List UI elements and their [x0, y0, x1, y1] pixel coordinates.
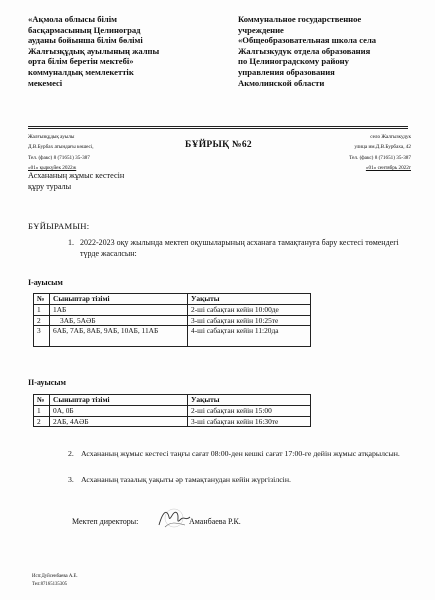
header-divider [28, 126, 408, 127]
order-item-2 [68, 448, 418, 459]
order-item-1 [68, 237, 418, 259]
item-text: Асхананың тазалық уақыты әр тамақтанудан кейін жүргізілсін. [81, 475, 291, 484]
header-right-line: «Общеобразовательная школа села [238, 35, 377, 46]
item-number: 1. [68, 238, 74, 247]
table-cell: 3-ші сабақтан кейін 16:30те [188, 416, 311, 427]
address-russian [349, 132, 411, 174]
table-cell: 2 [34, 416, 50, 427]
table-cell: 1 [34, 305, 50, 316]
header-right-line: Акмолинской области [238, 77, 325, 88]
table-cell: 3 [34, 326, 50, 347]
table-row [34, 406, 311, 417]
table-cell: 1 [34, 406, 50, 417]
header-right-line: учреждение [238, 24, 284, 35]
table-header-row [34, 395, 311, 406]
header-kazakh [28, 14, 213, 88]
table-row [34, 326, 311, 347]
column-header: № [34, 395, 50, 406]
table-cell: 3АБ, 5АӘБ [50, 315, 188, 326]
executor-phone: Тел:87165135305 [32, 581, 67, 587]
header-left-line: ауданы бойынша білім бөлімі [28, 35, 143, 46]
executor-name: Исп:Дуйсенбаева А.Е. [32, 574, 78, 579]
address-line: Жалғызқұдық ауылы [28, 134, 75, 140]
item-number: 2. [68, 449, 74, 458]
subject-line: құру туралы [28, 182, 72, 191]
document-title: БҰЙРЫҚ №62 [185, 140, 252, 150]
address-phone: Тел. (факс) 8 (71651) 35-387 [349, 154, 411, 161]
header-right-line: управления образования [238, 66, 335, 77]
handwritten-signature-icon [155, 505, 193, 531]
subject-line: Асхананың жұмыс кестесін [28, 171, 125, 180]
director-title: Мектеп директоры: [72, 517, 139, 526]
address-phone: Тел. (факс) 8 (71651) 35-387 [28, 154, 90, 161]
shift-2-table [33, 394, 311, 427]
address-line: село Жалгызкудук [370, 134, 411, 140]
header-right-line: Коммунальное государственное [238, 14, 362, 24]
address-date: «01» қыркүйек 2022ж [28, 165, 77, 172]
table-header-row [34, 294, 311, 305]
document-subject [28, 170, 124, 192]
order-item-3 [68, 474, 418, 485]
table-row [34, 305, 311, 316]
table-cell: 2-ші сабақтан кейін 10:00де [188, 305, 311, 316]
table-cell: 2АБ, 4АӘБ [50, 416, 188, 427]
table-cell: 2-ші сабақтан кейін 15:00 [188, 406, 311, 417]
shift-1-label: І-ауысым [28, 278, 63, 287]
header-right-line: по Целиноградскому району [238, 56, 349, 67]
header-left-line: орта білім беретін мектебі» [28, 56, 134, 67]
table-cell: 0А, 0Б [50, 406, 188, 417]
shift-2-label: ІІ-ауысым [28, 378, 66, 387]
column-header: Уақыты [188, 294, 311, 305]
address-line: улица им.Д.В.Бурбаха, 42 [354, 144, 411, 151]
table-cell: 2 [34, 315, 50, 326]
header-left-line: коммуналдық мемлекеттік [28, 66, 134, 77]
address-line: Д.В.Бурбах атындағы көшесі, [28, 144, 94, 151]
column-header: Сыныптар тізімі [50, 294, 188, 305]
column-header: Сыныптар тізімі [50, 395, 188, 406]
table-row [34, 315, 311, 326]
header-left-line: басқармасының Целиноград [28, 24, 141, 35]
table-cell: 1АБ [50, 305, 188, 316]
item-text: Асхананың жұмыс кестесі таңғы сағат 08:00-ден кешкі сағат 17:00-ге дейін жұмыс атқарылсын. [81, 449, 400, 458]
header-right-line: Жалгызкудук отдела образования [238, 45, 371, 56]
decree-heading: БҰЙЫРАМЫН: [28, 221, 90, 231]
footer-executor [32, 573, 78, 588]
address-kazakh [28, 132, 94, 174]
item-text: 2022-2023 оқу жылында мектеп оқушыларының асханаға тамақтануға бару кестесі төмендегі түрде жасалсын: [80, 238, 399, 258]
header-divider [28, 128, 408, 129]
column-header: № [34, 294, 50, 305]
table-row [34, 416, 311, 427]
header-left-line: Жалғызқұдық ауылының жалпы [28, 45, 160, 56]
table-cell: 3-ші сабақтан кейін 10:25те [188, 315, 311, 326]
address-date: «01» сентябрь 2022г [365, 165, 411, 172]
header-left-line: мекемесі [28, 77, 63, 88]
director-name: Аманбаева Р.К. [189, 517, 241, 526]
shift-1-table [33, 293, 311, 347]
column-header: Уақыты [188, 395, 311, 406]
item-number: 3. [68, 475, 74, 484]
header-russian [238, 14, 423, 88]
table-cell: 4-ші сабақтан кейін 11:20да [188, 326, 311, 347]
table-cell: 6АБ, 7АБ, 8АБ, 9АБ, 10АБ, 11АБ [50, 326, 188, 347]
header-left-line: «Ақмола облысы білім [28, 14, 117, 24]
